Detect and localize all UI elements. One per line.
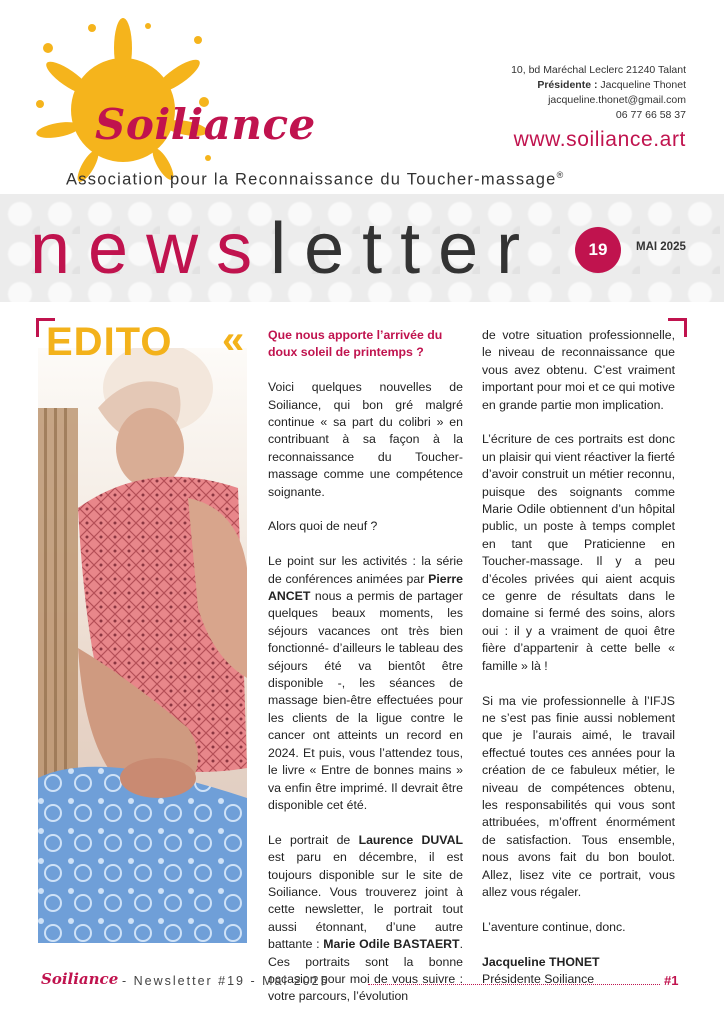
massage-photo-illustration [38, 348, 247, 943]
article-paragraph: Le portrait de Laurence DUVAL est paru en décembre, il est toujours disponible sur le site de Soiliance. Vous trouverez joint à cette newsletter, le portrait tout aussi étonnant, d’une autre battante : Marie Odile BASTAERT. Ces portraits sont la bonne occasion pour moi de vous suivre : votre parcours, l’évolution [268, 832, 463, 1004]
article-column-2 [482, 327, 675, 988]
contact-block [511, 63, 686, 123]
footer-issue-text: - Newsletter #19 - Mai 2025 [122, 974, 330, 988]
article-lead: Que nous apporte l’arrivée du doux soleil de printemps ? [268, 328, 443, 360]
footer-dotted-rule [368, 984, 660, 985]
article-paragraph: L’écriture de ces portraits est donc un plaisir qui vient réactiver la fierté d’avoir construit un métier reconnu, puisque des soignants comme Marie Odile obtiennent d’un hôpital public, un poste à temps complet en tant que Praticienne en Toucher-massage. Il y a peu d’écoles privées qui aient acquis ce genre de résultats dans le domaine si fermé des soins, alors oui : il y a vraiment de quoi être fière d’appartenir à cette belle « famille » là ! [482, 432, 675, 673]
article-paragraph: Le point sur les activités : la série de conférences animées par Pierre ANCET nous a permis de partager quelques beaux moments, les séjours vacances ont très bien fonctionné- d’ailleurs le tableau des séjours été va bientôt être disponible -, les séances de massage bien-être effectuées pour les clients de la ligue contre le cancer ont atteints un record en 2024. Et puis, vous l’attendez tous, le livre « Entre de bonnes mains » va enfin être imprimé. Il devrait être disponible cet été. [268, 554, 463, 812]
article-paragraph: L’aventure continue, donc. [482, 919, 626, 934]
footer-logo: Soiliance [41, 970, 119, 988]
person-name: Marie Odile BASTAERT [323, 937, 460, 952]
article-paragraph: Voici quelques nouvelles de Soiliance, qui bon gré malgré continue « sa part du colibri » en contribuant à sa façon à la reconnaissance du Toucher-massage comme une compétence soignante. [268, 380, 463, 499]
logo-wordmark: Soiliance [95, 100, 316, 149]
phone-number: 06 77 66 58 37 [615, 109, 686, 121]
issue-date: MAI 2025 [636, 241, 686, 253]
article-paragraph: de votre situation professionnelle, le niveau de reconnaissance que vous avez obtenu. C’est vraiment important pour moi et ce qui motive en grande partie mon implication. [482, 328, 675, 412]
website-link[interactable]: www.soiliance.art [513, 128, 686, 151]
president-line: Présidente : Jacqueline Thonet [537, 79, 686, 91]
article-paragraph: Alors quoi de neuf ? [268, 519, 378, 534]
massage-photo [38, 348, 247, 943]
email-link[interactable]: jacqueline.thonet@gmail.com [548, 94, 686, 106]
edito-heading: EDITO [46, 320, 173, 364]
newsletter-title: newsletter [30, 209, 539, 289]
article-column-1 [268, 327, 463, 1006]
article-paragraph: Si ma vie professionnelle à l’IFJS ne s’est pas finie aussi noblement que je l’aurais aimé, le travail effectué toutes ces années pour la création de ce fabuleux métier, le niveau de compétences obtenu, les responsabilités qui vous sont attribuées, m’offrent énormément de satisfaction. Tous ensemble, nous avons fait du bon boulot. Allez, lisez vite ce portrait, vous allez vous régaler. [482, 693, 675, 899]
address: 10, bd Maréchal Leclerc 21240 Talant [511, 64, 686, 76]
association-tagline: Association pour la Reconnaissance du Toucher-massage® [66, 170, 565, 189]
signature-title: Présidente Soiliance [482, 971, 595, 986]
edito-quote-mark: « [222, 318, 245, 362]
signature-name: Jacqueline THONET [482, 954, 600, 969]
page-number: #1 [664, 973, 679, 988]
person-name: Pierre ANCET [268, 571, 463, 604]
person-name: Laurence DUVAL [358, 832, 463, 847]
issue-number-badge: 19 [575, 227, 621, 273]
